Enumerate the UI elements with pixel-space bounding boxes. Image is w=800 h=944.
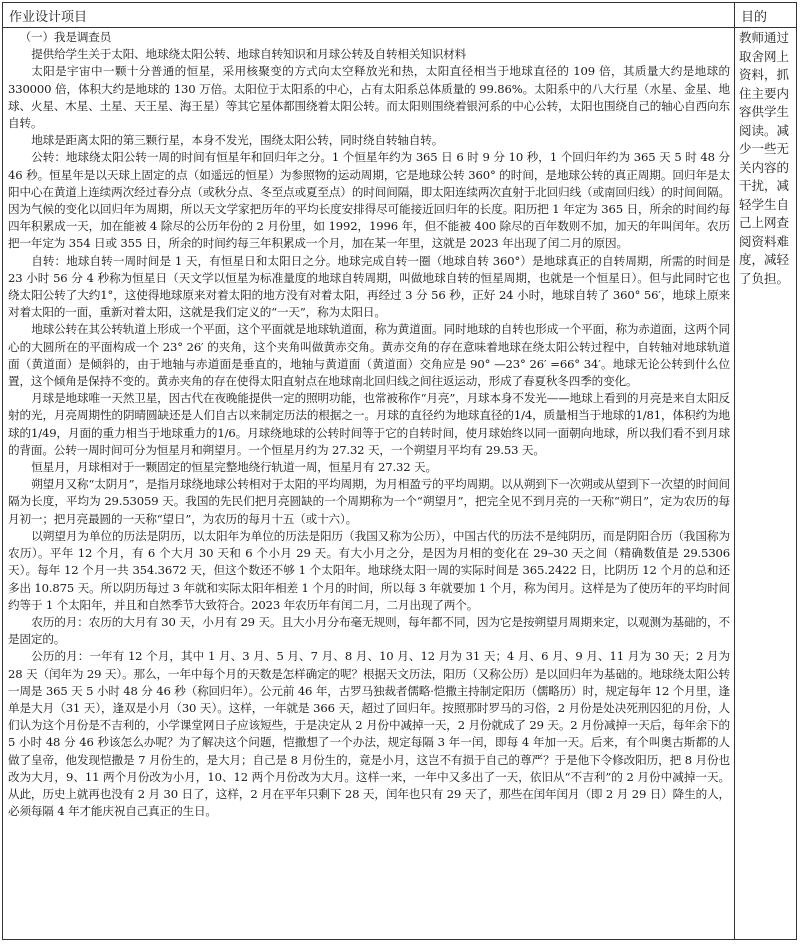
purpose-text: 教师通过取舍网上资料，抓住主要内容供学生阅读。减少一些无关内容的干扰，减轻学生自己上网查阅资料难度，减轻了负担。 (739, 30, 790, 286)
paragraph: 月球是地球唯一天然卫星，因古代在夜晚能提供一定的照明功能，也常被称作“月亮”，月球本身不发光——地球上看到的月亮是来自太阳反射的光，月亮周期性的阴晴圆缺还是人们自古以来制定历法的根据之一。月球的直径约为地球直径的1/4，质量相当于地球的1/81，体积约为地球的1/49，月面的重力相当于地球重力的1/6。月球绕地球的公转时间等于它的自转时间，使月球始终以同一面朝向地球，所以我们看不到月球的背面。公转一周时间可分为恒星月和朔望月。一个恒星月约为 27.32 天，一个朔望月平均有 29.53 天。 (8, 391, 730, 457)
paragraph: 公历的月：一年有 12 个月，其中 1 月、3 月、5 月、7 月、8 月、10 月、12 月为 31 天；4 月、6 月、9 月、11 月为 30 天；2 月为 28 天（闰年为 29 天）。那么，一年中每个月的天数是怎样确定的呢？根据天文历法，阳历（又称公历）是以回归年为基础的。地球绕太阳公转一周是 365 天 5 小时 48 分 46 秒（称回归年）。公元前 46 年，古罗马独裁者儒略·恺撒主持制定阳历（儒略历）时，规定每年 12 个月里，逢单是大月（31 天），逢双是小月（30 天）。这样，一年就是 366 天，超过了回归年。按照那时罗马的习俗，2 月份是处决死刑囚犯的月份，人们认为这个月份是不吉利的，小学课堂网日子应该短些，于是决定从 2 月份中减掉一天，2 月份就成了 29 天。2 月份减掉一天后，每年余下的 5 小时 48 分 46 秒该怎么办呢？为了解决这个问题，恺撒想了一个办法，规定每隔 3 年一闰，即每 4 年加一天。后来，有个叫奥古斯都的人做了皇帝，他发现恺撒是 7 月份生的，是大月；自己是 8 月份生的，竟是小月，这岂不有损于自己的尊严？于是他下令修改阳历，把 8 月份也改为大月，9、11 两个月份改为小月，10、12 两个月份改为大月。这样一来，一年中又多出了一天，依旧从“不吉利”的 2 月份中减掉一天。从此，历史上就再也没有 2 月 30 日了，这样，2 月在平年只剩下 28 天，闰年也只有 29 天了，那些在闰年闰月（即 2 月 29 日）降生的人，必须每隔 4 年才能庆祝自己真正的生日。 (8, 649, 730, 819)
paragraph: 地球公转在其公转轨道上形成一个平面，这个平面就是地球轨道面，称为黄道面。同时地球的自转也形成一个平面，称为赤道面，这两个同心的大圆所在的平面构成一个 23° 26′ 的夹角，这个夹角叫做黄赤交角。黄赤交角的存在意味着地球在绕太阳公转过程中，自转轴对地球轨道面（黄道面）是倾斜的，由于地轴与赤道面是垂直的，地轴与黄道面（黄道面）交角应是 90° —23° 26′ =66° 34′。地球无论公转到什么位置，这个倾角是保持不变的。黄赤夹角的存在使得太阳直射点在地球南北回归线之间往返运动，形成了春夏秋冬四季的变化。 (8, 322, 730, 389)
paragraph: 提供给学生关于太阳、地球绕太阳公转、地球自转知识和月球公转及自转相关知识材料 (31, 47, 467, 62)
column-divider (734, 3, 735, 939)
section-title: （一）我是调查员 (19, 30, 112, 44)
header-project: 作业设计项目 (9, 10, 88, 25)
paragraph: 以朔望月为单位的历法是阴历，以太阳年为单位的历法是阳历（我国又称为公历），中国古代的历法不是纯阴历，而是阴阳合历（我国称为农历）。平年 12 个月，有 6 个大月 30 天和 6 个小月 29 天。有大小月之分，是因为月相的变化在 29–30 天之间（精确数值是 29.5306 天）。每年 12 个月一共 354.3672 天，但这个数还不够 1 个太阳年。地球绕太阳一周的实际时间是 365.2422 日，比阴历 12 个月的总和还多出 10.875 天。所以阴历每过 3 年就和实际太阳年相差 1 个月的时间，所以每 3 年就要加 1 个月，称为闰月。这样是为了使历年的平均时间约等于 1 个太阳年，并且和自然季节大致符合。2023 年农历年有闰二月，二月出现了两个。 (8, 528, 730, 612)
paragraph: 朔望月又称“太阴月”，是指月球绕地球公转相对于太阳的平均周期，为月相盈亏的平均周期。以从朔到下一次朔或从望到下一次望的时间间隔为长度，平均为 29.53059 天。我国的先民们把月亮圆缺的一个周期称为一个“朔望月”，把完全见不到月亮的一天称“朔日”，定为农历的每月初一；把月亮最圆的一天称“望日”，为农历的每月十五（或十六）。 (8, 477, 730, 526)
paragraph: 自转：地球自转一周时间是 1 天，有恒星日和太阳日之分。地球完成自转一圈（地球自转 360°）是地球真正的自转周期，所需的时间是 23 小时 56 分 4 秒称为恒星日（天文学以恒星为标准量度的地球自转周期，叫做地球自转的恒星周期，也就是一个恒星日）。但与此同时它也绕太阳公转了大约1°，这使得地球原来对着太阳的地方没有对着太阳，再经过 3 分 56 秒，正好 24 小时，地球自转了 360° 56′，地球上原来对着太阳的一面，重新对着太阳，这就是我们定义的“一天”，称为太阳日。 (8, 253, 730, 320)
header-purpose: 目的 (741, 10, 768, 25)
paragraph: 太阳是宇宙中一颗十分普通的恒星，采用核聚变的方式向太空释放光和热，太阳直径相当于地球直径的 109 倍，其质量大约是地球的 330000 倍，体积大约是地球的 130 万倍。太阳位于太阳系的中心，占有太阳系总体质量的 99.86%。太阳系中的八大行星（水星、金星、地球、火星、木星、土星、天王星、海王星）等其它星体都围绕着太阳公转。而太阳则围绕着银河系的中心公转，太阳也围绕自己的轴心自西向东自转。 (8, 64, 730, 131)
paragraph: 地球是距离太阳的第三颗行星，本身不发光，围绕太阳公转，同时绕自转轴自转。 (31, 133, 444, 148)
table-header (3, 3, 796, 28)
project-content (8, 29, 730, 937)
paragraph: 公转：地球绕太阳公转一周的时间有恒星年和回归年之分。1 个恒星年约为 365 日 6 时 9 分 10 秒，1 个回归年约为 365 天 5 时 48 分 46 秒。恒星年是以天球上固定的点（如遥远的恒星）为参照物的运动周期，它是地球公转 360° 的时间，是地球公转的真正周期。回归年是太阳中心在黄道上连续两次经过春分点（或秋分点、冬至点或夏至点）的时间间隔，即太阳连续两次直射于北回归线（或南回归线）的时间间隔。因为气候的变化以回归年为周期，所以天文学家把历年的平均长度安排得尽可能接近回归年的长度。阳历把 1 年定为 365 日，所余的时间约每四年积累成一天，加在能被 4 除尽的公历年份的 2 月份里，如 1992，1996 年，但不能被 400 除尽的百年数则不加，加天的年叫闰年。农历把一年定为 354 日或 355 日，所余的时间约每三年积累成一个月，加在某一年里，这就是 2023 年出现了闰二月的原因。 (8, 150, 730, 251)
paragraph: 恒星月，月球相对于一颗固定的恒星完整地绕行轨道一周，恒星月有 27.32 天。 (31, 460, 437, 475)
design-table (2, 2, 797, 940)
paragraph: 农历的月：农历的大月有 30 天，小月有 29 天。且大小月分布毫无规则，每年都不同，因为它是按朔望月周期来定，以观测为基础的，不是固定的。 (8, 614, 730, 647)
